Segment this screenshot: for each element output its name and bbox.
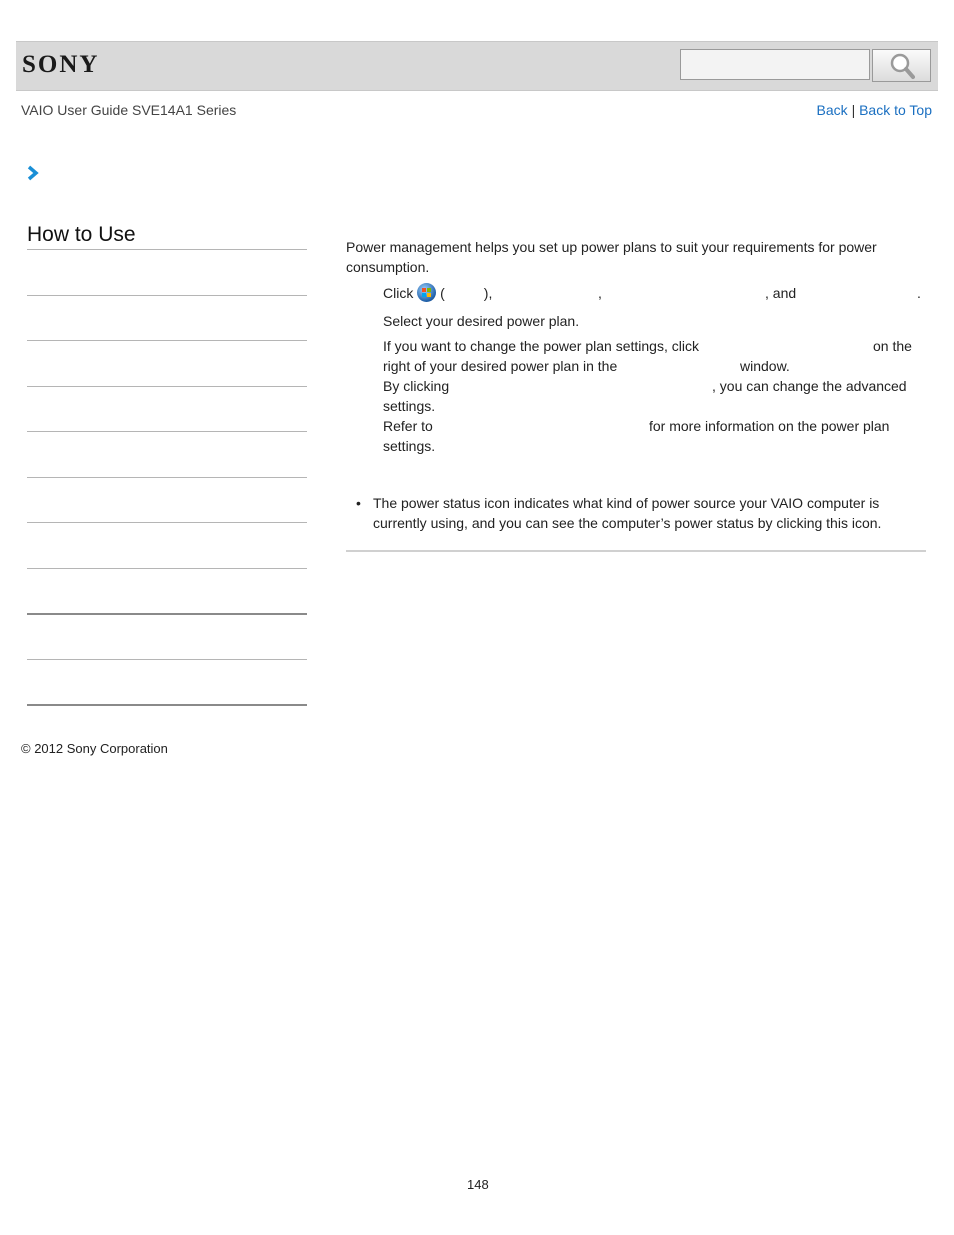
step-2: Select your desired power plan. xyxy=(383,313,580,329)
back-link[interactable]: Back xyxy=(816,102,848,118)
header-bar xyxy=(16,41,938,91)
step-3-window: window. xyxy=(740,358,790,374)
step-1-close-paren: ), xyxy=(483,285,493,301)
step-3-advanced: , you can change the advanced xyxy=(712,378,907,394)
note-list xyxy=(356,493,896,533)
page-number: 148 xyxy=(467,1177,489,1192)
sidebar-title: How to Use xyxy=(27,223,136,246)
sidebar-divider xyxy=(27,568,307,569)
sidebar-divider xyxy=(27,704,307,706)
sidebar-divider xyxy=(27,522,307,523)
breadcrumb[interactable] xyxy=(26,165,40,186)
sidebar-divider xyxy=(27,249,307,250)
step-3-refer-to: Refer to xyxy=(383,418,433,434)
sidebar-divider xyxy=(27,613,307,615)
step-3-settings: settings. xyxy=(383,398,436,414)
step-1 xyxy=(383,283,923,303)
sidebar-divider xyxy=(27,340,307,341)
sidebar-divider xyxy=(27,659,307,660)
bullet-icon: • xyxy=(356,495,361,511)
step-1-and: , and xyxy=(765,285,797,301)
step-3-on-the: on the xyxy=(873,338,912,354)
sidebar-divider xyxy=(27,431,307,432)
search-input[interactable] xyxy=(680,49,870,80)
nav-links xyxy=(817,102,932,118)
step-1-comma: , xyxy=(598,285,602,301)
nav-separator: | xyxy=(851,102,856,118)
back-to-top-link[interactable]: Back to Top xyxy=(859,102,932,118)
sidebar-divider xyxy=(27,477,307,478)
search-icon xyxy=(889,52,915,80)
windows-start-icon xyxy=(417,283,436,302)
step-1-click: Click xyxy=(383,285,414,301)
intro-text: Power management helps you set up power plans to suit your requirements for power consumption. xyxy=(346,239,877,275)
step-3-line-2: right of your desired power plan in the xyxy=(383,358,618,374)
step-3-line-1: If you want to change the power plan settings, click xyxy=(383,338,699,354)
step-1-period: . xyxy=(917,285,921,301)
sidebar-divider xyxy=(27,386,307,387)
sony-logo[interactable]: SONY xyxy=(22,51,100,78)
note-text: The power status icon indicates what kind of power source your VAIO computer is currently using, and you can see the computer’s power status by clicking this icon. xyxy=(373,495,882,531)
sidebar-divider xyxy=(27,295,307,296)
content-divider xyxy=(346,550,926,552)
step-1-open-paren: ( xyxy=(440,285,445,301)
copyright: © 2012 Sony Corporation xyxy=(21,741,168,756)
search-button[interactable] xyxy=(872,49,931,82)
step-3-settings-2: settings. xyxy=(383,438,436,454)
guide-title: VAIO User Guide SVE14A1 Series xyxy=(21,102,237,118)
step-3-more-info: for more information on the power plan xyxy=(649,418,890,434)
chevron-right-icon xyxy=(26,165,40,181)
step-3-by-clicking: By clicking xyxy=(383,378,450,394)
